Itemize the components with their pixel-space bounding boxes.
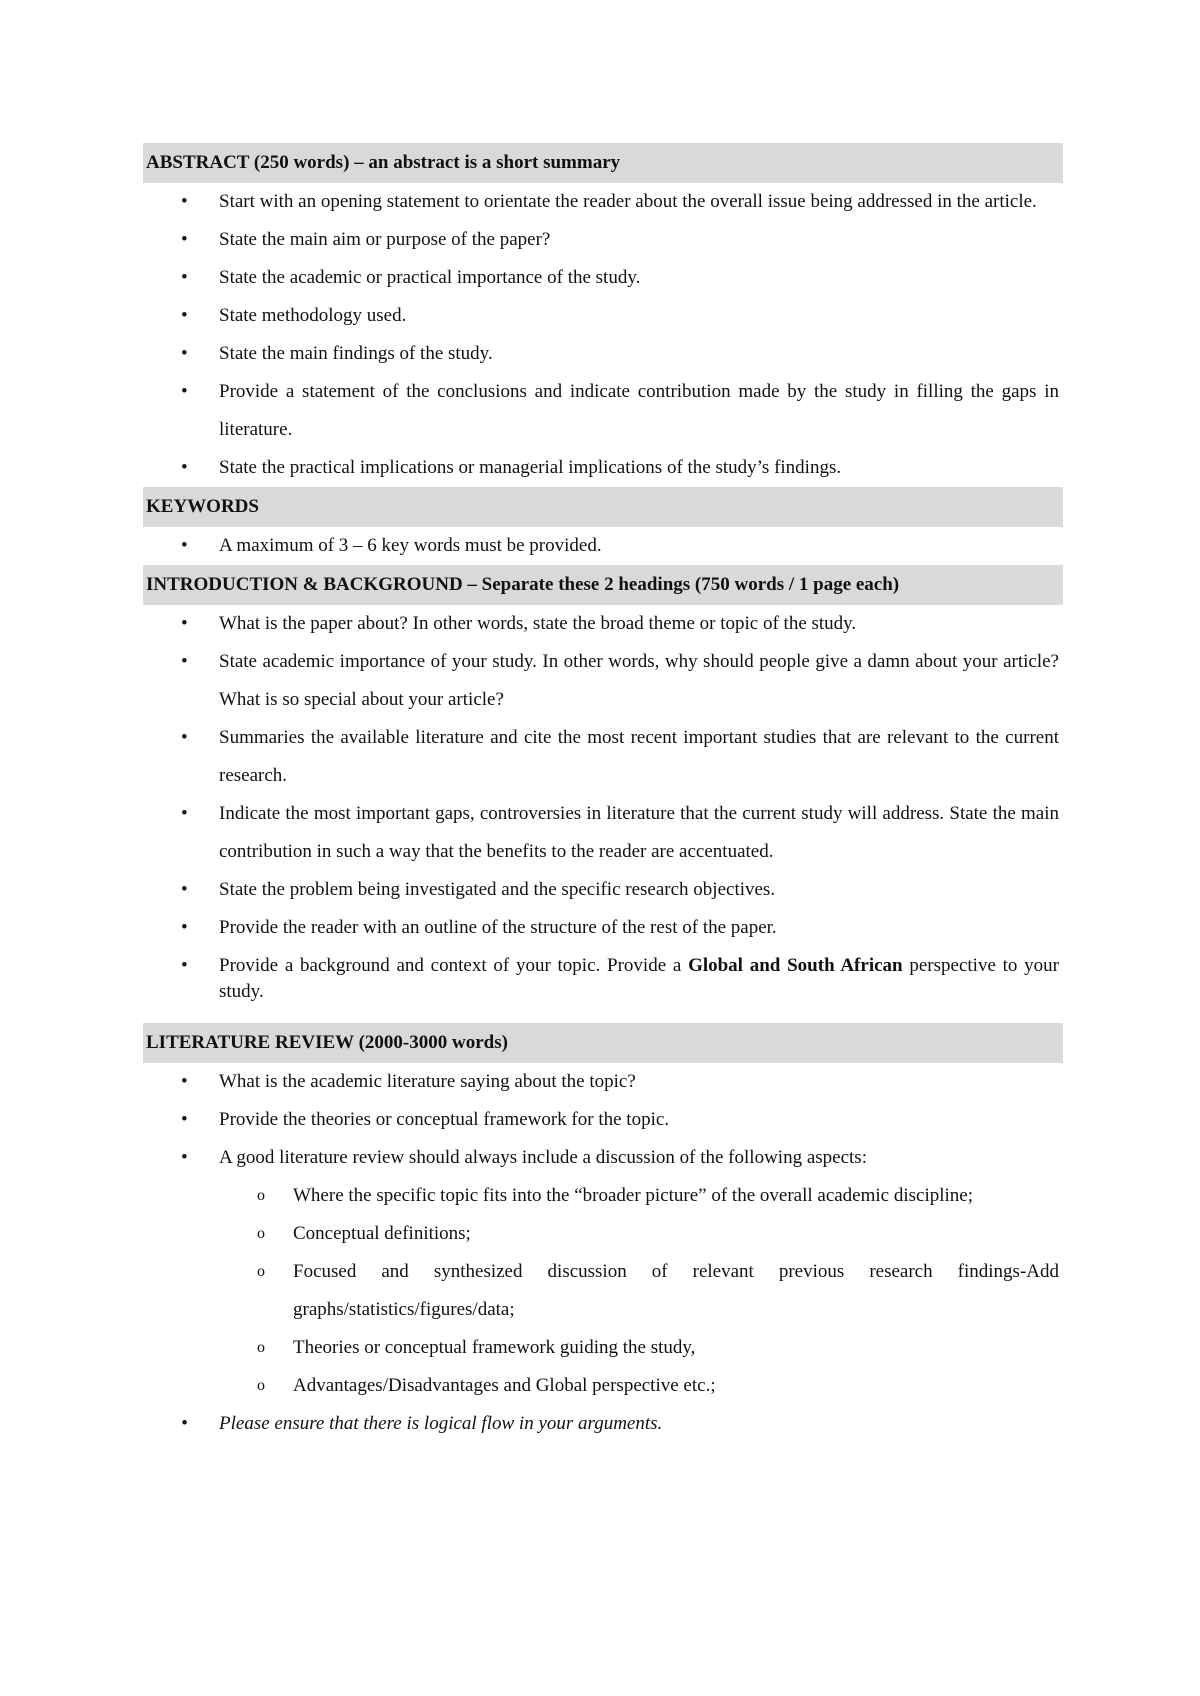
keywords-heading: KEYWORDS bbox=[143, 487, 1063, 527]
section-spacer bbox=[143, 1011, 1063, 1023]
list-item: • A maximum of 3 – 6 key words must be provided. bbox=[143, 527, 1063, 565]
list-item: • Provide the reader with an outline of the structure of the rest of the paper. bbox=[143, 909, 1063, 947]
list-item: • Indicate the most important gaps, controversies in literature that the current study will address. State the main contribution in such a way that the benefits to the reader are accentuated. bbox=[143, 795, 1063, 871]
literature-aspects-list bbox=[143, 1177, 1063, 1405]
list-item: • A good literature review should always include a discussion of the following aspects: bbox=[143, 1139, 1063, 1177]
global-perspective-text-end: perspective to your study. bbox=[219, 955, 1059, 1002]
introduction-list bbox=[143, 605, 1063, 1011]
list-item: • State the main aim or purpose of the paper? bbox=[143, 221, 1063, 259]
list-item: • Provide a statement of the conclusions and indicate contribution made by the study in filling the gaps in literature. bbox=[143, 373, 1063, 449]
sub-list-item: o Conceptual definitions; bbox=[143, 1215, 1063, 1253]
logical-flow-note: • Please ensure that there is logical flow in your arguments. bbox=[143, 1405, 1063, 1443]
sub-list-item: o Focused and synthesized discussion of relevant previous research findings-Add graphs/statistics/figures/data; bbox=[143, 1253, 1063, 1329]
literature-closing-list bbox=[143, 1405, 1063, 1443]
introduction-heading: INTRODUCTION & BACKGROUND – Separate these 2 headings (750 words / 1 page each) bbox=[143, 565, 1063, 605]
list-item: • Provide the theories or conceptual framework for the topic. bbox=[143, 1101, 1063, 1139]
list-item: • What is the paper about? In other words, state the broad theme or topic of the study. bbox=[143, 605, 1063, 643]
literature-review-list bbox=[143, 1063, 1063, 1177]
list-item: • State the practical implications or managerial implications of the study’s findings. bbox=[143, 449, 1063, 487]
global-perspective-text-start: Provide a background and context of your topic. Provide a bbox=[219, 955, 689, 976]
sub-list-item: o Theories or conceptual framework guiding the study, bbox=[143, 1329, 1063, 1367]
list-item: • State the academic or practical importance of the study. bbox=[143, 259, 1063, 297]
sub-list-item: o Where the specific topic fits into the “broader picture” of the overall academic discipline; bbox=[143, 1177, 1063, 1215]
global-perspective-emphasis: Global and South African bbox=[688, 955, 903, 976]
list-item: • Start with an opening statement to orientate the reader about the overall issue being addressed in the article. bbox=[143, 183, 1063, 221]
list-item: • State the main findings of the study. bbox=[143, 335, 1063, 373]
document-body bbox=[143, 143, 1063, 1443]
abstract-list bbox=[143, 183, 1063, 487]
list-item: • State methodology used. bbox=[143, 297, 1063, 335]
list-item: • State academic importance of your study. In other words, why should people give a damn about your article? What is so special about your article? bbox=[143, 643, 1063, 719]
keywords-list bbox=[143, 527, 1063, 565]
list-item: • State the problem being investigated and the specific research objectives. bbox=[143, 871, 1063, 909]
sub-list-item: o Advantages/Disadvantages and Global perspective etc.; bbox=[143, 1367, 1063, 1405]
list-item: • What is the academic literature saying about the topic? bbox=[143, 1063, 1063, 1101]
list-item-global-perspective bbox=[143, 947, 1063, 1011]
abstract-heading: ABSTRACT (250 words) – an abstract is a short summary bbox=[143, 143, 1063, 183]
literature-review-heading: LITERATURE REVIEW (2000-3000 words) bbox=[143, 1023, 1063, 1063]
list-item: • Summaries the available literature and cite the most recent important studies that are relevant to the current research. bbox=[143, 719, 1063, 795]
